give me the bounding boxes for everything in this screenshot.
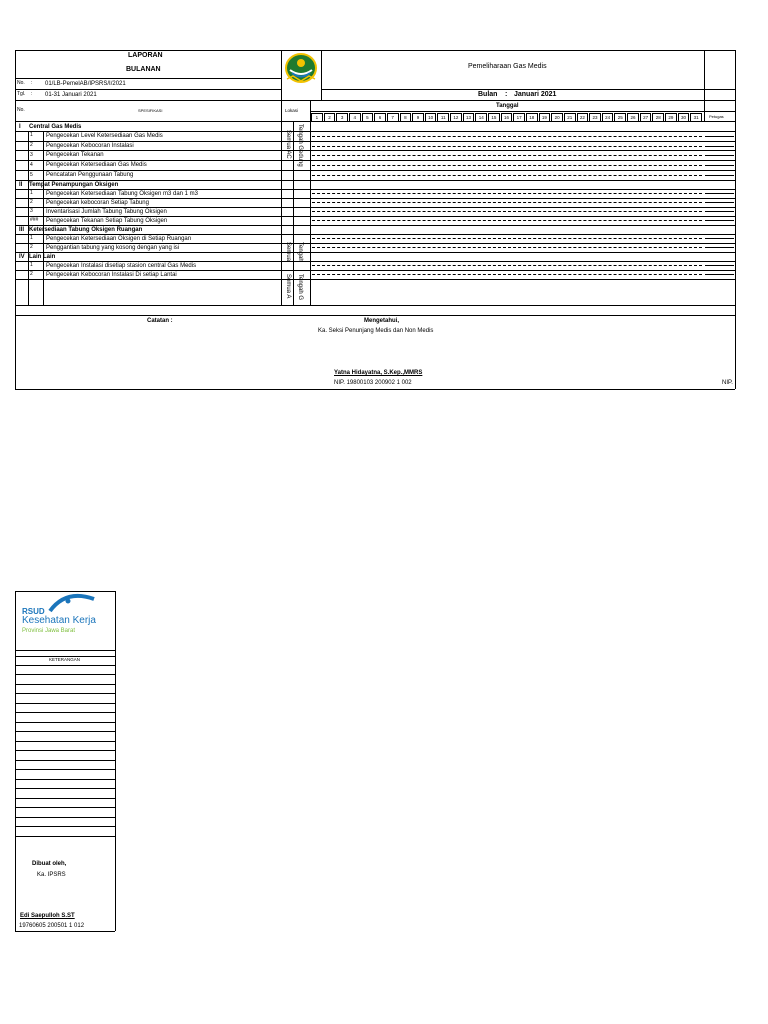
day-cell: 18	[526, 113, 538, 122]
day-cell: 4	[349, 113, 361, 122]
keterangan-line	[15, 769, 115, 770]
month-label: Bulan	[478, 91, 498, 98]
item-number: 1	[30, 132, 33, 139]
item-description: Pengecekan Tekanan	[46, 152, 104, 159]
keterangan-line	[15, 779, 115, 780]
keterangan-line	[15, 817, 115, 818]
day-cell: 10	[425, 113, 437, 122]
day-cell: 19	[539, 113, 551, 122]
item-number: 4	[30, 161, 33, 168]
col-no: No.	[17, 107, 25, 113]
item-number: 3	[30, 151, 33, 158]
item-description: Pengecekan Kebocoran Instalasi	[46, 142, 134, 149]
day-cell: 23	[589, 113, 601, 122]
doc-period-label: Tgl.	[17, 91, 26, 97]
item-description: Pengecekan Ketersediaan Gas Medis	[46, 162, 147, 169]
section-title: Central Gas Medis	[29, 123, 82, 130]
doc-period-value: 01-31 Januari 2021	[45, 92, 97, 98]
doc-no-value: 01/LB-PemelAB/IPSRS/I/2021	[45, 81, 126, 87]
item-description: Pengecekan Instalasi disetiap stasion central Gas Medis	[46, 262, 197, 269]
day-cell: 29	[665, 113, 677, 122]
day-cell: 1	[311, 113, 323, 122]
acknowledger-role: Ka. Seksi Penunjang Medis dan Non Medis	[318, 328, 434, 334]
keterangan-line	[15, 722, 115, 723]
keterangan-line	[15, 836, 115, 837]
location-tengah-r: Tengah	[297, 242, 303, 262]
day-cell: 8	[400, 113, 412, 122]
day-cell: 16	[501, 113, 513, 122]
item-description: Penggantian tabung yang kosong dengan yang isi	[46, 244, 180, 251]
keterangan-line	[15, 741, 115, 742]
section-title: Ketersediaan Tabung Oksigen Ruangan	[29, 227, 143, 234]
day-entry-line	[312, 175, 702, 176]
day-entry-line	[312, 274, 702, 275]
made-by-label: Dibuat oleh,	[32, 861, 67, 867]
keterangan-line	[15, 693, 115, 694]
item-number: 1	[30, 190, 33, 197]
day-cell: 22	[577, 113, 589, 122]
item-description: Pengecekan Ketersediaan Oksigen di Setiap Ruangan	[46, 235, 192, 242]
day-entry-line	[312, 155, 702, 156]
item-description: Pencatatan Penggunaan Tabung	[46, 172, 134, 178]
section-number: I	[19, 123, 21, 130]
day-cell: 20	[551, 113, 563, 122]
day-cell: 11	[437, 113, 449, 122]
item-description: Pengecekan kebocoran Setiap Tabung	[46, 199, 149, 206]
made-by-name: Edi Saepulloh S.ST	[20, 913, 75, 919]
main-title: Pemeliharaan Gas Medis	[468, 63, 547, 70]
day-entry-line	[312, 211, 702, 212]
item-number: 1	[30, 262, 33, 269]
report-title-line2: BULANAN	[126, 66, 161, 73]
keterangan-line	[15, 674, 115, 675]
doc-period-colon: :	[31, 91, 33, 97]
item-description: Pengecekan Kebocoran Instalasi Di setiap Lantai	[46, 271, 177, 278]
day-cell: 31	[690, 113, 702, 122]
month-sep: :	[505, 91, 508, 98]
day-entry-line	[312, 220, 702, 221]
rsud-logo-icon	[48, 593, 98, 615]
keterangan-label: KETERANGAN	[49, 657, 81, 662]
day-cell: 12	[450, 113, 462, 122]
day-cell: 27	[640, 113, 652, 122]
keterangan-line	[15, 760, 115, 761]
day-cell: 26	[627, 113, 639, 122]
section-number: II	[19, 182, 23, 189]
day-cell: 21	[564, 113, 576, 122]
item-number: 2	[30, 271, 33, 278]
item-description: Pengecekan Level Ketersediaan Gas Medis	[46, 132, 163, 139]
section-number: IV	[19, 254, 25, 261]
day-entry-line	[312, 146, 702, 147]
location-semua-a: Semua A	[285, 274, 291, 299]
day-cell: 30	[678, 113, 690, 122]
section-title: Lain Lain	[29, 254, 56, 261]
location-semua-r: Semua	[285, 242, 291, 262]
item-number: 1	[30, 235, 33, 242]
day-cell: 28	[652, 113, 664, 122]
item-number: 2	[30, 142, 33, 149]
day-cell: 15	[488, 113, 500, 122]
day-entry-line	[312, 247, 702, 248]
day-cell: 24	[602, 113, 614, 122]
day-cell: 17	[513, 113, 525, 122]
day-entry-line	[312, 238, 702, 239]
day-cell: 3	[336, 113, 348, 122]
keterangan-line	[15, 798, 115, 799]
made-by-role: Ka. IPSRS	[37, 872, 66, 878]
report-title-line1: LAPORAN	[128, 52, 163, 59]
day-entry-line	[312, 193, 702, 194]
day-entry-line	[312, 136, 702, 137]
day-cell: 14	[475, 113, 487, 122]
item-number: 3	[30, 208, 33, 215]
logo-rsud: RSUD	[22, 607, 45, 616]
day-cell: 2	[324, 113, 336, 122]
item-description: Inventarisasi Jumlah Tabung Tabung Oksigen	[46, 208, 167, 215]
keterangan-line	[15, 712, 115, 713]
day-cell: 7	[387, 113, 399, 122]
location-semua-ac: Semua AC	[285, 130, 291, 159]
day-cell: 5	[362, 113, 374, 122]
keterangan-line	[15, 684, 115, 685]
col-tanggal: Tanggal	[496, 103, 519, 109]
day-cell: 9	[412, 113, 424, 122]
item-number: 2	[30, 244, 33, 251]
notes-label: Catatan :	[147, 318, 173, 324]
acknowledged-label: Mengetahui,	[364, 318, 400, 324]
location-tengah-g: Tengah G	[297, 274, 303, 301]
acknowledger-nip: NIP. 19800103 200902 1 002	[334, 380, 412, 386]
item-description: Pengecekan Tekanan Setiap Tabung Oksigen	[46, 217, 168, 224]
acknowledger-name: Yatna Hidayatna, S.Kep.,MMRS	[334, 370, 423, 376]
item-description: Pengecekan Ketersediaan Tabung Oksigen m3 dan 1 m3	[46, 190, 198, 197]
day-cell: 13	[463, 113, 475, 122]
day-cell: 6	[374, 113, 386, 122]
keterangan-line	[15, 731, 115, 732]
item-number: ###	[30, 217, 39, 224]
location-tengah-gedung: Tengah Gedung	[297, 124, 303, 167]
month-value: Januari 2021	[514, 91, 557, 98]
keterangan-line	[15, 826, 115, 827]
col-petugas: Petugas	[709, 114, 724, 119]
item-number: 2	[30, 199, 33, 206]
nip-right: NIP.	[722, 380, 733, 386]
item-number: 5	[30, 171, 33, 178]
made-by-nip: 19760605 200501 1 012	[19, 923, 85, 929]
doc-no-colon: :	[31, 80, 33, 86]
keterangan-line	[15, 807, 115, 808]
doc-no-label: No.	[17, 80, 25, 86]
section-number: III	[19, 227, 25, 234]
jabar-emblem-icon	[283, 52, 319, 84]
col-lokasi: Lokasi	[285, 108, 299, 113]
keterangan-line	[15, 703, 115, 704]
keterangan-line	[15, 750, 115, 751]
day-cell: 25	[614, 113, 626, 122]
day-entry-line	[312, 265, 702, 266]
logo-kesehatan-kerja: Kesehatan Kerja	[22, 615, 96, 626]
col-spesifikasi: SPESIFIKASI	[138, 108, 163, 113]
day-entry-line	[312, 165, 702, 166]
section-title: Tempat Penampungan Oksigen	[29, 182, 119, 189]
keterangan-line	[15, 788, 115, 789]
logo-provinsi: Provinsi Jawa Barat	[22, 628, 76, 634]
day-entry-line	[312, 202, 702, 203]
